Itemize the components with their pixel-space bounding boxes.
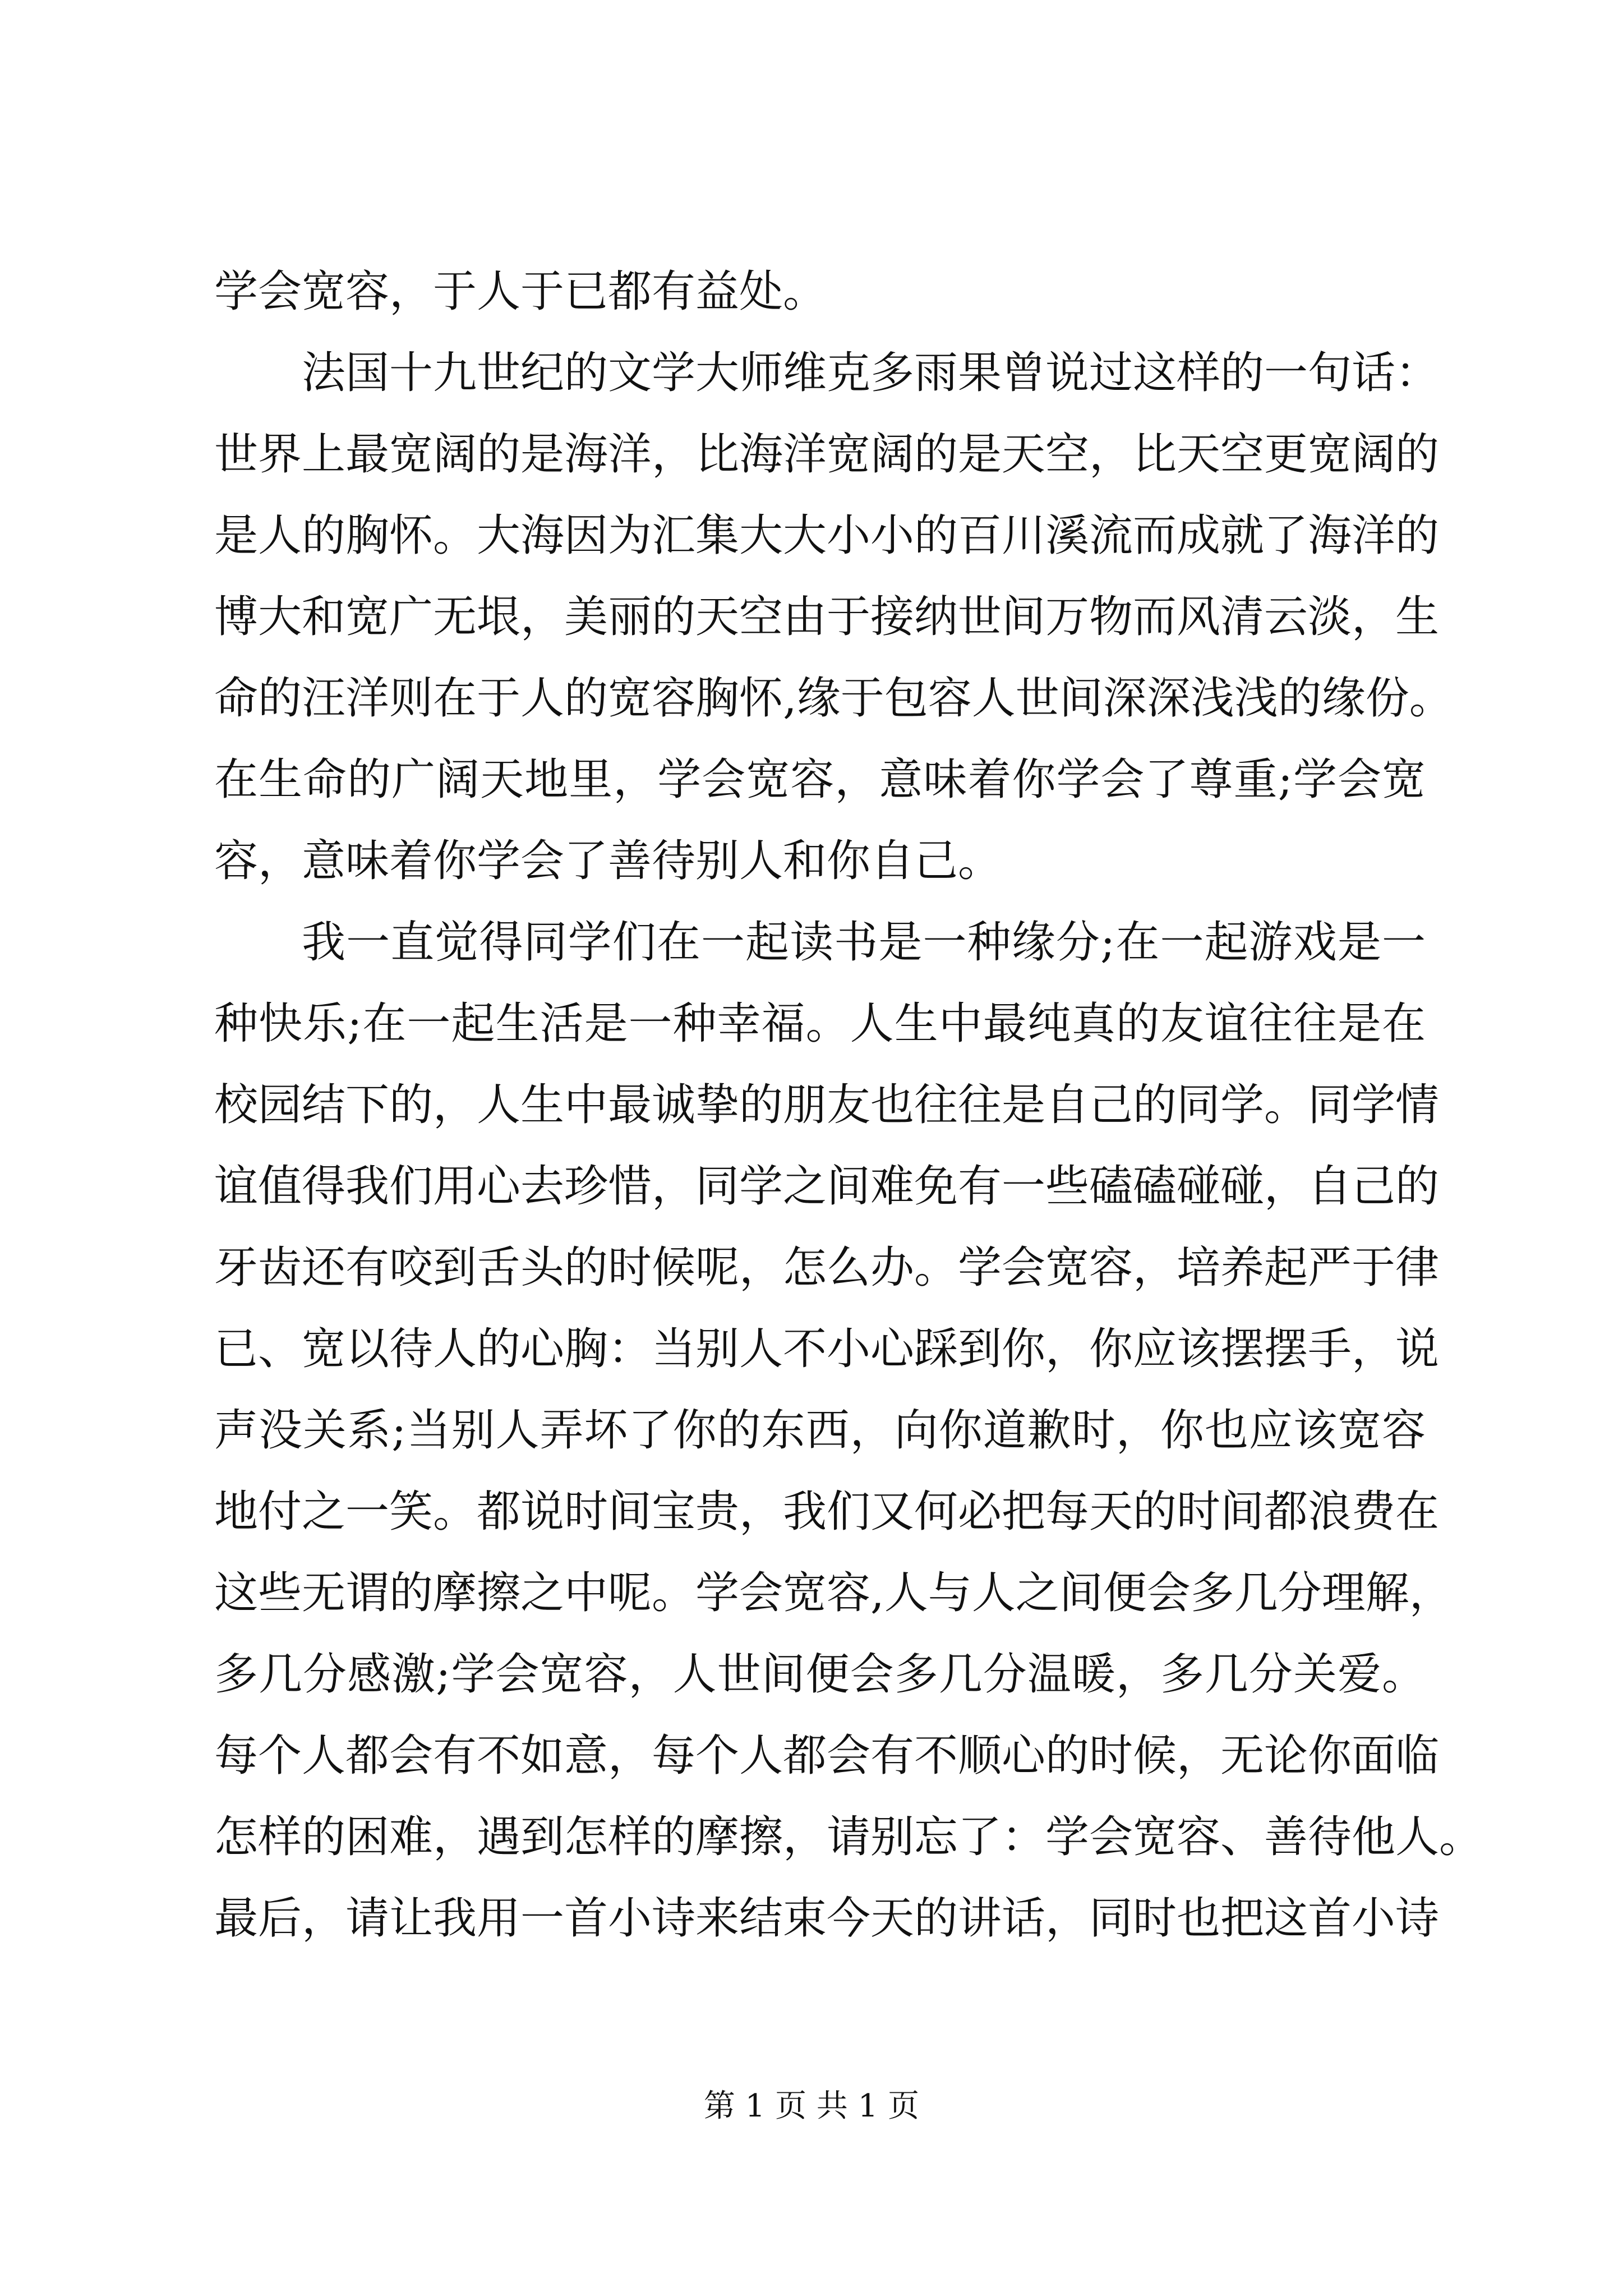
text-line-content: 谊值得我们用心去珍惜，同学之间难免有一些磕磕碰碰，自己的 bbox=[214, 1161, 1440, 1212]
text-line-content: 容，意味着你学会了善待别人和你自己。 bbox=[214, 836, 1002, 886]
text-line-content: 已、宽以待人的心胸：当别人不小心踩到你，你应该摆摆手，说 bbox=[214, 1324, 1440, 1374]
text-line-content: 种快乐;在一起生活是一种幸福。人生中最纯真的友谊往往是在 bbox=[214, 999, 1426, 1049]
text-line-content: 法国十九世纪的文学大师维克多雨果曾说过这样的一句话： bbox=[302, 348, 1440, 398]
text-line bbox=[214, 983, 1426, 1065]
text-line-content: 声没关系;当别人弄坏了你的东西，向你道歉时，你也应该宽容 bbox=[214, 1405, 1426, 1456]
text-line-content: 多几分感激;学会宽容，人世间便会多几分温暖，多几分关爱。 bbox=[214, 1649, 1426, 1700]
text-line bbox=[214, 577, 1440, 658]
text-line bbox=[214, 1065, 1440, 1146]
text-line-content: 博大和宽广无垠，美丽的天空由于接纳世间万物而风清云淡，生 bbox=[214, 592, 1440, 642]
text-line-content: 学会宽容，于人于已都有益处。 bbox=[214, 266, 827, 317]
text-line bbox=[214, 414, 1440, 495]
text-line-content: 这些无谓的摩擦之中呢。学会宽容,人与人之间便会多几分理解， bbox=[214, 1568, 1453, 1618]
text-line-content: 是人的胸怀。大海因为汇集大大小小的百川溪流而成就了海洋的 bbox=[214, 510, 1440, 561]
text-line-content: 在生命的广阔天地里，学会宽容，意味着你学会了尊重;学会宽 bbox=[214, 754, 1426, 805]
page-number-label: 第 1 页 共 1 页 bbox=[703, 2088, 920, 2124]
text-line-content: 校园结下的，人生中最诚挚的朋友也往往是自己的同学。同学情 bbox=[214, 1080, 1440, 1130]
text-line bbox=[214, 1878, 1440, 1959]
text-line-content: 命的汪洋则在于人的宽容胸怀,缘于包容人世间深深浅浅的缘份。 bbox=[214, 673, 1453, 724]
text-line-content: 每个人都会有不如意，每个人都会有不顺心的时候，无论你面临 bbox=[214, 1731, 1440, 1781]
text-line bbox=[214, 495, 1440, 577]
text-line-content: 牙齿还有咬到舌头的时候呢，怎么办。学会宽容，培养起严于律 bbox=[214, 1243, 1440, 1293]
text-line bbox=[214, 251, 1426, 333]
paragraph-start-line bbox=[214, 902, 1426, 983]
text-line bbox=[214, 658, 1453, 739]
paragraph-start-line bbox=[214, 333, 1440, 414]
text-line-content: 最后，请让我用一首小诗来结束今天的讲话，同时也把这首小诗 bbox=[214, 1893, 1440, 1944]
text-line bbox=[214, 1309, 1440, 1390]
text-line bbox=[214, 739, 1426, 821]
text-line bbox=[214, 1797, 1483, 1878]
text-line bbox=[214, 1227, 1440, 1309]
text-line bbox=[214, 1634, 1426, 1715]
text-line bbox=[214, 1146, 1440, 1227]
text-line bbox=[214, 1390, 1426, 1471]
document-body bbox=[214, 251, 1483, 1959]
text-line bbox=[214, 1553, 1453, 1634]
text-line bbox=[214, 1715, 1440, 1797]
text-line-content: 怎样的困难，遇到怎样的摩擦，请别忘了：学会宽容、善待他人。 bbox=[214, 1812, 1483, 1862]
text-line-content: 地付之一笑。都说时间宝贵，我们又何必把每天的时间都浪费在 bbox=[214, 1487, 1440, 1537]
text-line bbox=[214, 821, 1426, 902]
text-line bbox=[214, 1471, 1440, 1553]
text-line-content: 我一直觉得同学们在一起读书是一种缘分;在一起游戏是一 bbox=[302, 917, 1426, 968]
text-line-content: 世界上最宽阔的是海洋，比海洋宽阔的是天空，比天空更宽阔的 bbox=[214, 429, 1440, 480]
page-footer bbox=[0, 2087, 1623, 2126]
